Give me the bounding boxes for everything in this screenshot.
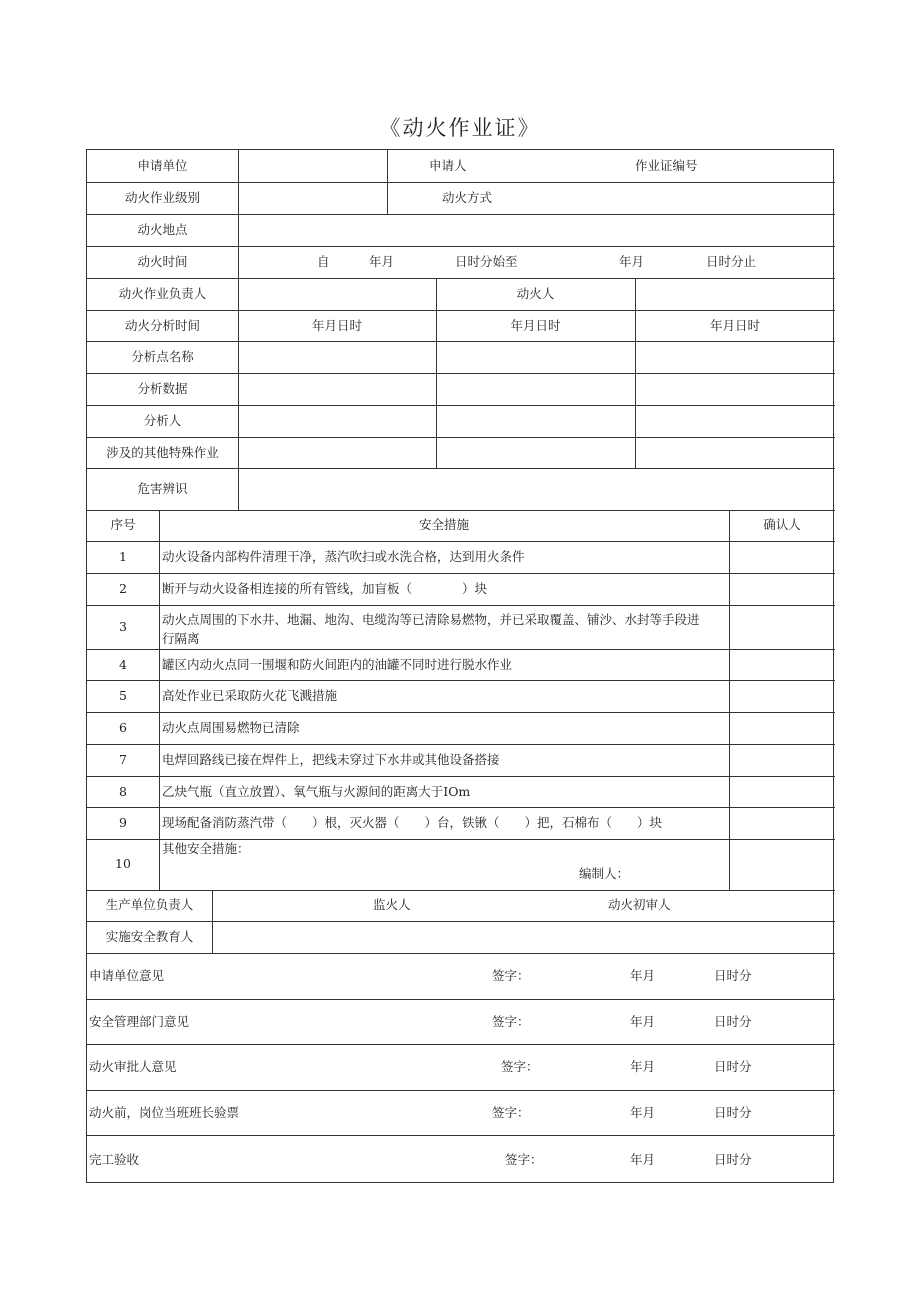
label-fire-watch: 监火人: [373, 897, 411, 912]
measure-text: 乙炔气瓶（直立放置）、氧气瓶与火源间的距离大于IOm: [162, 784, 471, 799]
label-first-reviewer: 动火初审人: [608, 897, 671, 912]
analysis-time-1: 年月日时: [311, 318, 362, 333]
measure-no: 5: [119, 688, 127, 703]
opinion-dhm: 日时分: [714, 968, 752, 983]
opinion-label: 安全管理部门意见: [89, 1014, 190, 1029]
measure-no: 4: [119, 657, 127, 672]
time-from: 自: [317, 254, 330, 269]
col-header-measure: 安全措施: [418, 517, 469, 532]
measure-no: 7: [119, 752, 127, 767]
label-analysis-time: 动火分析时间: [124, 318, 200, 333]
prepared-by-label: 编制人：: [579, 866, 630, 881]
measure-text: 电焊回路线已接在焊件上，把线未穿过下水井或其他设备搭接: [162, 752, 500, 767]
measure-no: 10: [115, 856, 131, 871]
opinion-sign: 签字：: [501, 1059, 539, 1074]
hot-work-permit-form: [86, 149, 834, 1183]
label-hazard-identification: 危害辨识: [137, 481, 188, 496]
measure-text: 罐区内动火点同一围堰和防火间距内的油罐不同时进行脱水作业: [162, 657, 513, 672]
label-hot-work-time: 动火时间: [137, 254, 188, 269]
label-operator: 动火人: [516, 286, 555, 301]
label-location: 动火地点: [137, 222, 188, 237]
measure-no: 8: [119, 784, 127, 799]
time-dhm-start: 日时分始至: [455, 254, 518, 269]
label-work-level: 动火作业级别: [124, 190, 200, 205]
analysis-time-3: 年月日时: [709, 318, 760, 333]
opinion-dhm: 日时分: [714, 1059, 752, 1074]
opinion-label: 动火前，岗位当班班长验票: [89, 1105, 240, 1120]
label-apply-unit: 申请单位: [137, 158, 188, 173]
label-point-name: 分析点名称: [131, 349, 194, 364]
time-ym-end: 年月: [619, 254, 645, 269]
measure-text: 动火点周围的下水井、地漏、地沟、电缆沟等已清除易燃物，并已采取覆盖、铺沙、水封等手段进: [162, 612, 700, 627]
label-hot-work-method: 动火方式: [442, 190, 493, 205]
opinion-sign: 签字：: [492, 968, 530, 983]
label-permit-no: 作业证编号: [635, 158, 698, 173]
label-production-responsible: 生产单位负责人: [105, 897, 194, 912]
opinion-ym: 年月: [630, 1152, 656, 1167]
opinion-ym: 年月: [630, 1105, 656, 1120]
measure-text: 高处作业已采取防火花飞溅措施: [162, 688, 338, 703]
opinion-dhm: 日时分: [714, 1014, 752, 1029]
measure-text: 断开与动火设备相连接的所有管线，加盲板（ ）块: [162, 581, 488, 596]
opinion-label: 完工验收: [89, 1152, 140, 1167]
label-analysis-data: 分析数据: [137, 381, 188, 396]
opinion-ym: 年月: [630, 1014, 656, 1029]
opinion-ym: 年月: [630, 968, 656, 983]
label-analyst: 分析人: [143, 413, 182, 428]
opinion-label: 动火审批人意见: [89, 1059, 177, 1074]
label-safety-educator: 实施安全教育人: [105, 929, 194, 944]
time-dhm-end: 日时分止: [706, 254, 757, 269]
label-applicant: 申请人: [429, 158, 467, 173]
opinion-sign: 签字：: [505, 1152, 543, 1167]
measure-text: 动火点周围易燃物已清除: [162, 720, 300, 735]
opinion-ym: 年月: [630, 1059, 656, 1074]
time-ym-start: 年月: [369, 254, 395, 269]
col-header-confirm: 确认人: [763, 517, 801, 532]
measure-text-cont: 行隔离: [162, 631, 200, 645]
document-title: 《动火作业证》: [379, 116, 541, 140]
opinion-dhm: 日时分: [714, 1152, 752, 1167]
measure-text: 现场配备消防蒸汽带（ ）根，灭火器（ ）台，铁锹（ ）把，石棉布（ ）块: [162, 815, 663, 830]
measure-no: 6: [119, 720, 127, 735]
measure-text: 动火设备内部构件清理干净，蒸汽吹扫或水洗合格，达到用火条件: [162, 549, 525, 564]
measure-no: 2: [119, 581, 127, 596]
col-header-no: 序号: [110, 517, 136, 532]
measure-text: 其他安全措施：: [162, 841, 250, 856]
opinion-label: 申请单位意见: [89, 968, 165, 983]
opinion-sign: 签字：: [492, 1105, 530, 1120]
measure-no: 3: [119, 619, 127, 634]
measure-no: 1: [119, 549, 127, 564]
analysis-time-2: 年月日时: [510, 318, 561, 333]
label-other-special-work: 涉及的其他特殊作业: [106, 445, 219, 460]
opinion-dhm: 日时分: [714, 1105, 752, 1120]
measure-no: 9: [119, 815, 127, 830]
label-responsible: 动火作业负责人: [118, 286, 207, 301]
opinion-sign: 签字：: [492, 1014, 530, 1029]
